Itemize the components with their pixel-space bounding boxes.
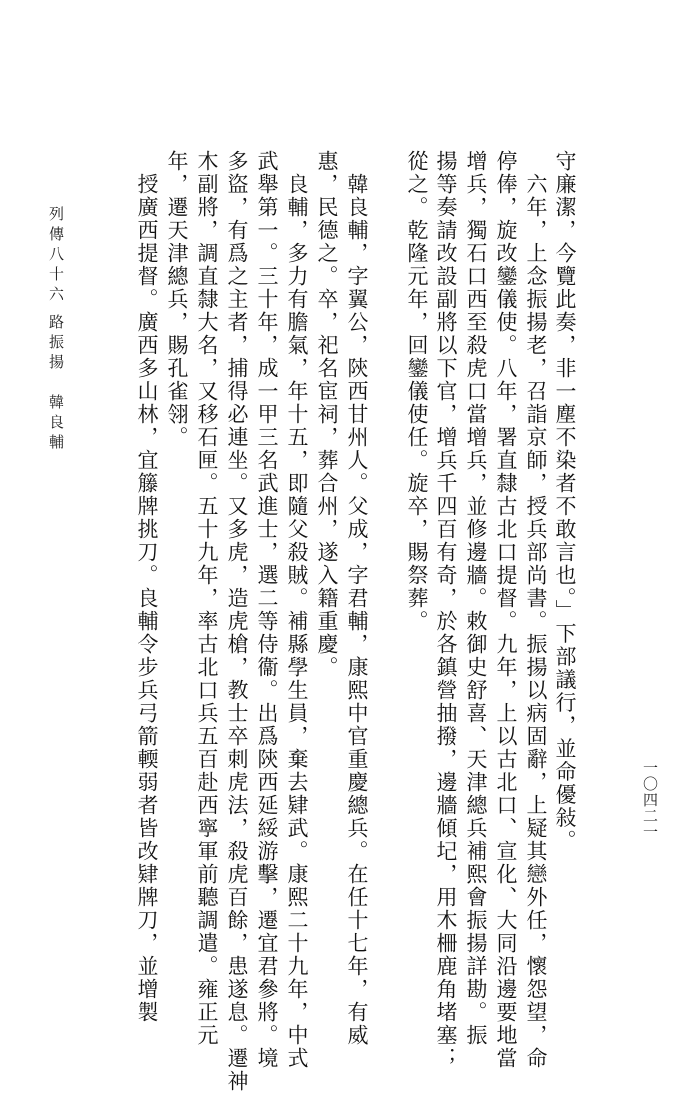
text-column: 六年，上念振揚老，召詣京師，授兵部尚書。振揚以病固辭，上疑其戀外任，懷怨望，命 xyxy=(524,150,548,1070)
running-header-names: 路振揚 韓良輔 xyxy=(47,314,65,454)
text-column: 授廣西提督。廣西多山林，宜籐牌挑刀。良輔令步兵弓箭輭弱者皆改肄牌刀，並增製 xyxy=(135,150,159,1024)
text-column: 揚等奏請改設副將以下官，增兵千四百有奇，於各鎮營抽撥，邊牆傾圮，用木柵鹿角堵塞； xyxy=(434,150,458,1070)
text-column: 從之。乾隆元年，回鑾儀使任。旋卒，賜祭葬。 xyxy=(405,150,429,633)
text-column: 多盜，有爲之主者，捕得必連坐。又多虎，造虎槍，教士卒刺虎法，殺虎百餘，患遂息。遷神 xyxy=(225,150,249,1093)
text-column: 增兵，獨石口西至殺虎口當增兵，並修邊牆。敕御史舒喜、天津總兵補熙會振揚詳勘。振 xyxy=(464,150,488,1047)
text-column: 惠，民德之。卒，祀名宦祠，葬合州，遂入籍重慶。 xyxy=(315,150,339,679)
text-column: 武舉第一。三十年，成一甲三名武進士，選二等侍衞。出爲陝西延綏游擊，遷宜君參將。境 xyxy=(255,150,279,1070)
text-column: 韓良輔，字翼公，陝西甘州人。父成，字君輔，康熙中官重慶總兵。在任十七年，有威 xyxy=(345,150,369,1047)
text-column: 良輔，多力有膽氣，年十五，即隨父殺賊。補縣學生員，棄去肄武。康熙二十九年，中式 xyxy=(285,150,309,1070)
running-header-chapter: 列傳八十六 xyxy=(47,206,65,306)
page-number: 一〇四二一 xyxy=(641,760,659,840)
text-column: 木副將，調直隸大名，又移石匣。五十九年，率古北口兵五百赴西寧軍前聽調遣。雍正元 xyxy=(195,150,219,1047)
text-column: 年，遷天津總兵，賜孔雀翎。 xyxy=(165,150,189,449)
text-column: 守廉潔，今覽此奏，非一塵不染者不敢言也。」下部議行，並命優敍。 xyxy=(553,150,577,853)
text-column: 停俸，旋改鑾儀使。八年，署直隸古北口提督。九年，上以古北口、宣化、大同沿邊要地當 xyxy=(494,150,518,1070)
